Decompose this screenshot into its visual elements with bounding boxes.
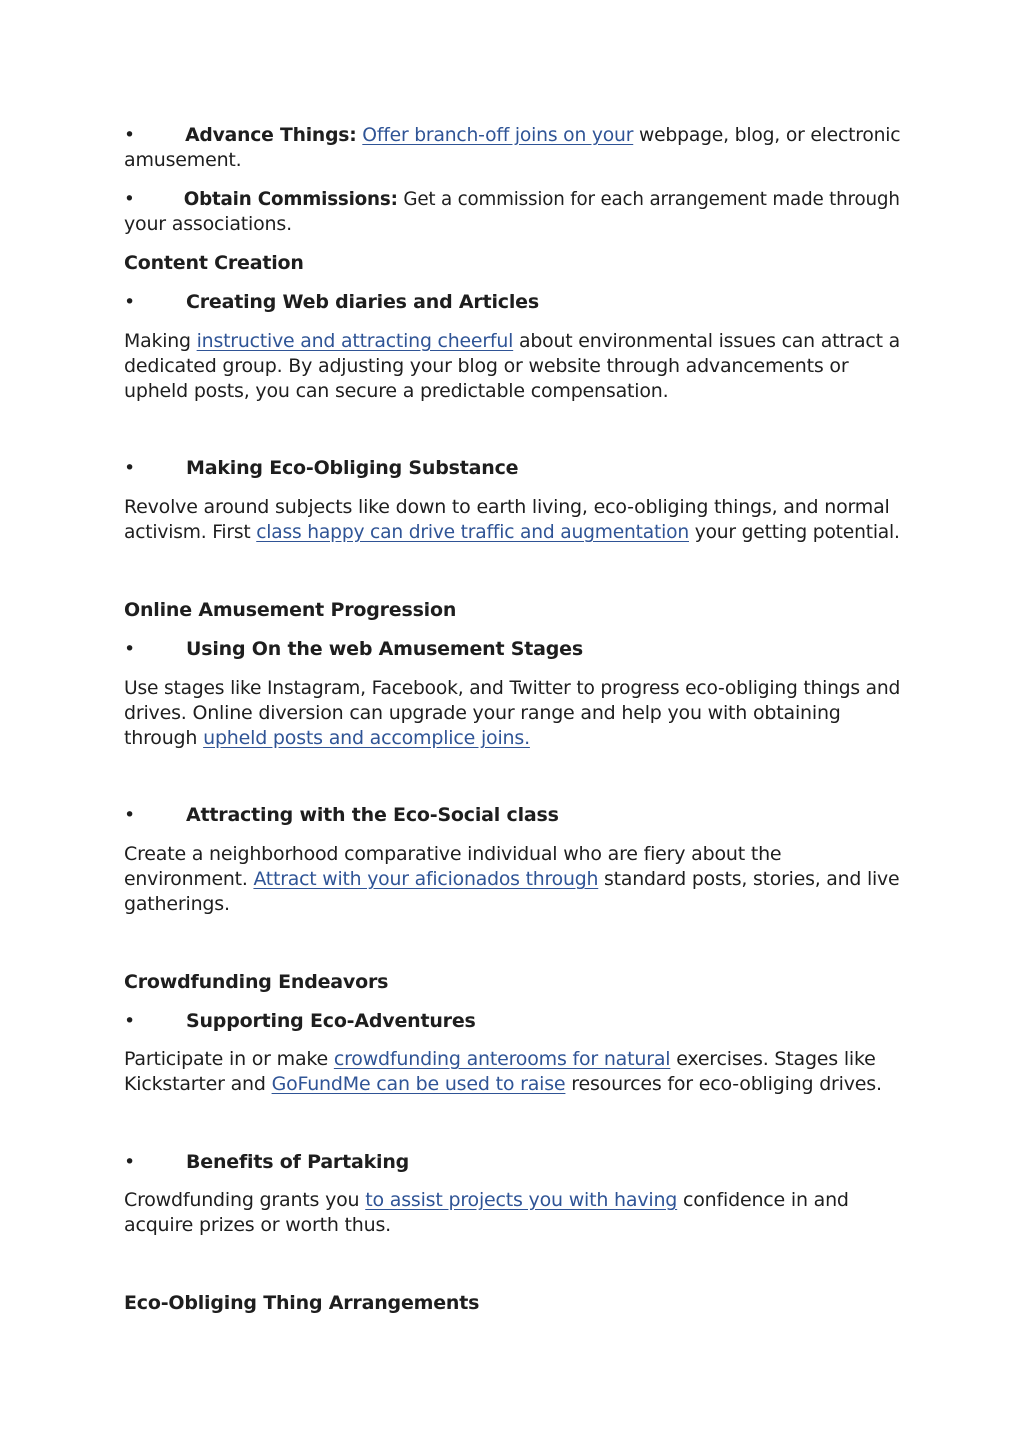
benefits-of-partaking-label: Benefits of Partaking xyxy=(186,1151,410,1173)
eco-social-class-label: Attracting with the Eco-Social class xyxy=(186,804,559,826)
text-segment: environment. xyxy=(124,868,254,890)
supporting-paragraph-line1 xyxy=(124,1047,876,1072)
bullet-glyph: • xyxy=(124,124,135,146)
benefits-paragraph-line1 xyxy=(124,1188,849,1213)
text-segment: Crowdfunding grants you xyxy=(124,1189,366,1211)
bullet-glyph: • xyxy=(124,291,136,313)
using-web-stages-label: Using On the web Amusement Stages xyxy=(186,638,583,660)
bullet-glyph: • xyxy=(124,804,136,826)
text-segment: through xyxy=(124,727,204,749)
social-paragraph-line2 xyxy=(124,867,899,892)
advance-things-text: webpage, blog, or electronic xyxy=(633,124,901,146)
heading-content-creation: Content Creation xyxy=(124,252,304,274)
bullet-glyph: • xyxy=(124,188,135,210)
blogs-paragraph-line1 xyxy=(124,329,900,354)
supporting-eco-adventures-label: Supporting Eco-Adventures xyxy=(186,1010,476,1032)
text-segment: resources for eco-obliging drives. xyxy=(565,1073,882,1095)
obtain-commissions-label: Obtain Commissions: xyxy=(183,188,398,210)
heading-eco-arrangements: Eco-Obliging Thing Arrangements xyxy=(124,1292,480,1314)
advance-things-label: Advance Things: xyxy=(185,124,357,146)
blogs-paragraph-line3: upheld posts, you can secure a predictable compensation. xyxy=(124,380,669,402)
gofundme-link[interactable]: GoFundMe can be used to raise xyxy=(271,1073,566,1095)
eco-link[interactable]: class happy can drive traffic and augmentation xyxy=(256,521,690,543)
bullet-glyph: • xyxy=(124,1010,136,1032)
advance-things-line2: amusement. xyxy=(124,149,242,171)
stages-link[interactable]: upheld posts and accomplice joins. xyxy=(203,727,530,749)
text-segment: Kickstarter and xyxy=(124,1073,272,1095)
supporting-paragraph-line2 xyxy=(124,1072,882,1097)
blogs-paragraph-line2: dedicated group. By adjusting your blog or website through advancements or xyxy=(124,355,849,377)
obtain-commissions-text: Get a commission for each arrangement made through xyxy=(397,188,900,210)
stages-paragraph-line1: Use stages like Instagram, Facebook, and Twitter to progress eco-obliging things and xyxy=(124,677,901,699)
social-paragraph-line3: gatherings. xyxy=(124,893,230,915)
stages-paragraph-line2: drives. Online diversion can upgrade your range and help you with obtaining xyxy=(124,702,841,724)
bullet-glyph: • xyxy=(124,457,136,479)
stages-paragraph-line3 xyxy=(124,726,530,751)
text-segment: about environmental issues can attract a xyxy=(513,330,901,352)
bullet-glyph: • xyxy=(124,638,136,660)
obtain-commissions-line2: your associations. xyxy=(124,213,292,235)
text-segment: Participate in or make xyxy=(124,1048,334,1070)
text-segment: standard posts, stories, and live xyxy=(598,868,900,890)
blogs-link[interactable]: instructive and attracting cheerful xyxy=(196,330,514,352)
creating-web-diaries-label: Creating Web diaries and Articles xyxy=(186,291,539,313)
benefits-link[interactable]: to assist projects you with having xyxy=(365,1189,678,1211)
social-paragraph-line1: Create a neighborhood comparative individual who are fiery about the xyxy=(124,843,782,865)
eco-paragraph-line1: Revolve around subjects like down to earth living, eco-obliging things, and normal xyxy=(124,496,890,518)
text-segment: your getting potential. xyxy=(689,521,900,543)
crowdfunding-anterooms-link[interactable]: crowdfunding anterooms for natural xyxy=(333,1048,671,1070)
eco-paragraph-line2 xyxy=(124,520,900,545)
heading-crowdfunding: Crowdfunding Endeavors xyxy=(124,971,389,993)
text-segment: Making xyxy=(124,330,197,352)
benefits-paragraph-line2: acquire prizes or worth thus. xyxy=(124,1214,392,1236)
advance-things-link[interactable]: Offer branch-off joins on your xyxy=(362,124,634,146)
text-segment: activism. First xyxy=(124,521,257,543)
text-segment: confidence in and xyxy=(677,1189,849,1211)
social-link[interactable]: Attract with your aficionados through xyxy=(253,868,599,890)
bullet-glyph: • xyxy=(124,1151,136,1173)
text-segment: exercises. Stages like xyxy=(670,1048,876,1070)
heading-online-amusement: Online Amusement Progression xyxy=(124,599,457,621)
eco-obliging-substance-label: Making Eco-Obliging Substance xyxy=(186,457,519,479)
